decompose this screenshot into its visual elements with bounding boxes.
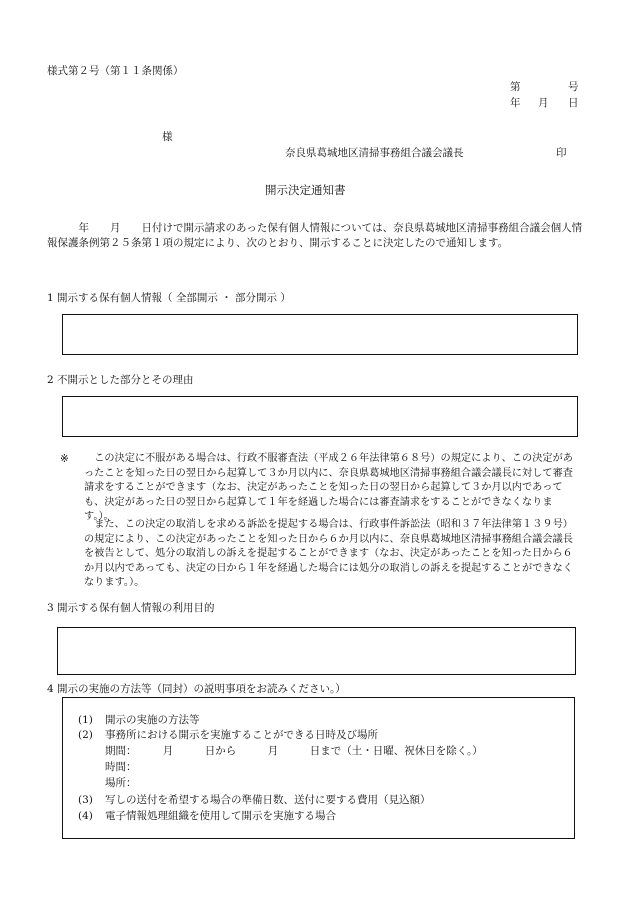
recipient-sama: 様	[162, 131, 173, 143]
date-year: 年	[510, 97, 521, 109]
section1-box	[62, 314, 578, 355]
seal-mark: 印	[556, 147, 567, 159]
doc-number-dai: 第	[510, 81, 521, 93]
date-day: 日	[568, 97, 579, 109]
item1-text: 開示の実施の方法等	[105, 714, 200, 726]
section2-heading: 2 不開示とした部分とその理由	[47, 374, 194, 386]
notice-para1: この決定に不服がある場合は、行政不服審査法（平成２６年法律第６８号）の規定により、この決定があったことを知った日の翌日から起算して３か月以内に、奈良県葛城地区清掃事務組合議会議長に対して審査請求をすることができます（なお、決定があったことを知った日の翌日から起算して３か月以内であっても、決定があった日の翌日から起算して１年を経過した場合には審査請求をすることができなくなります。）。	[84, 453, 573, 523]
item4-number: (4)	[78, 810, 93, 822]
place-line: 場所：	[105, 777, 137, 789]
section1-heading: 1 開示する保有個人情報（ 全部開示 ・ 部分開示 ）	[47, 292, 291, 304]
date-month: 月	[538, 97, 549, 109]
notice-mark: ※	[60, 453, 69, 465]
time-line: 時間：	[105, 761, 137, 773]
notice-para2: また、この決定の取消しを求める訴訟を提起する場合は、行政事件訴訟法（昭和３７年法律第１３９号）の規定により、この決定があったことを知った日から６か月以内に、奈良県葛城地区清掃事務組合議会議長を被告として、処分の取消しの訴えを提起することができます（なお、決定があったことを知った日から６か月以内であっても、決定の日から１年を経過した場合には処分の取消しの訴えを提起することができなくなります。）。	[84, 519, 573, 589]
sender-name: 奈良県葛城地区清掃事務組合議会議長	[285, 147, 464, 159]
doc-number-go: 号	[568, 81, 579, 93]
item2-number: (2)	[78, 729, 93, 741]
item1-number: (1)	[78, 714, 93, 726]
section3-box	[57, 627, 576, 675]
form-label: 様式第２号（第１１条関係）	[47, 65, 184, 77]
item2-text: 事務所における開示を実施することができる日時及び場所	[105, 729, 378, 741]
item3-number: (3)	[78, 794, 93, 806]
section3-heading: 3 開示する保有個人情報の利用目的	[47, 602, 215, 614]
intro-paragraph: 年 月 日付けで開示請求のあった保有個人情報については、奈良県葛城地区清掃事務組合議会個人情報保護条例第２５条第１項の規定により、次のとおり、開示することに決定したので通知します。	[47, 222, 583, 250]
item4-text: 電子情報処理組織を使用して開示を実施する場合	[105, 810, 336, 822]
section4-heading: 4 開示の実施の方法等（同封）の説明事項をお読みください。）	[47, 683, 346, 695]
item3-text: 写しの送付を希望する場合の準備日数、送付に要する費用（見込額）	[105, 794, 431, 806]
period-line: 期間： 月 日から 月 日まで（土・日曜、祝休日を除く。）	[105, 745, 483, 757]
page-title: 開示決定通知書	[265, 183, 346, 197]
section2-box	[62, 396, 578, 437]
